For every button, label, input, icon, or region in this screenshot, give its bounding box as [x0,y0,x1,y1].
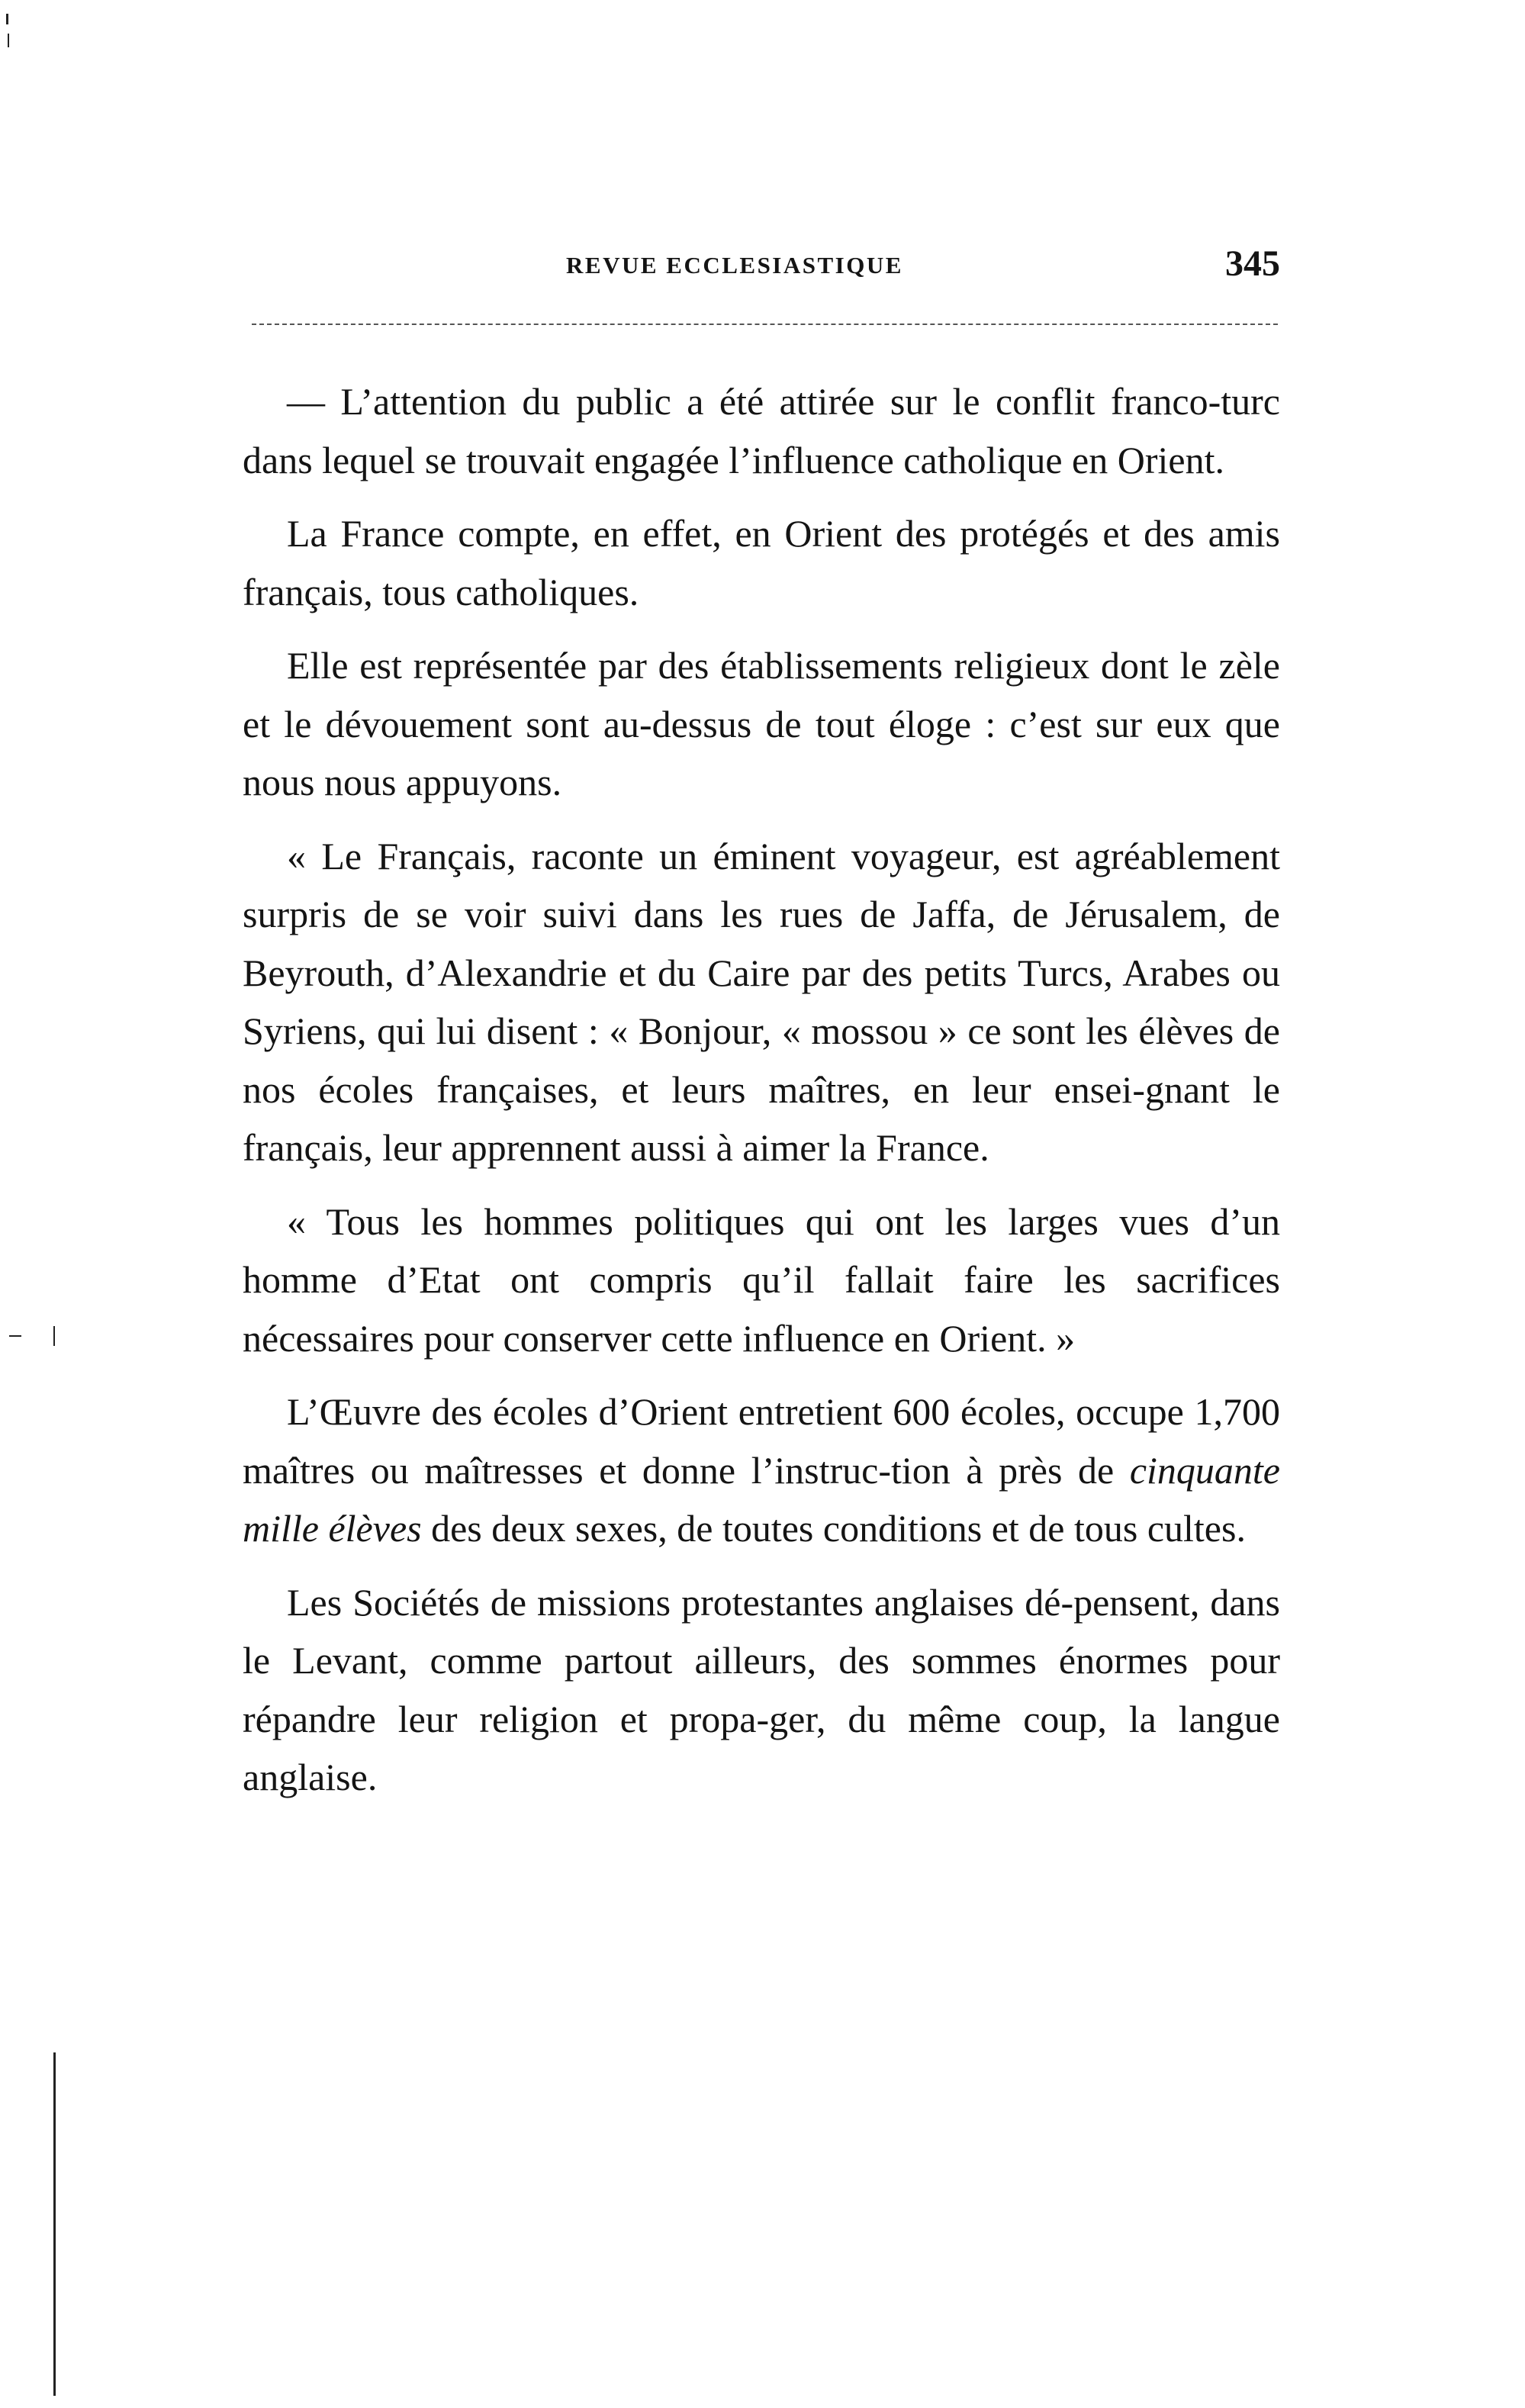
paragraph: Elle est représentée par des établissements religieux dont le zèle et le dévouement sont au-dessus de tout éloge : c’est sur eux que nous nous appuyons. [243,644,1280,803]
scan-mark [53,1326,55,1346]
paragraph: — L’attention du public a été attirée sur le conflit franco-turc dans lequel se trouvait engagée l’influence catholique en Orient. [243,380,1280,481]
body-text [243,372,1280,1822]
italic-phrase: cinquante mille élèves [243,1448,1280,1550]
running-title: REVUE ECCLESIASTIQUE [566,252,903,278]
paragraph-text: L’Œuvre des écoles d’Orient entretient 600 écoles, occupe 1,700 maîtres ou maîtresses et donne l’instruc-tion à près de [243,1390,1280,1492]
running-header [243,243,1280,288]
left-margin-scan-marks [0,0,69,2408]
paragraph-text: des deux sexes, de toutes conditions et de tous cultes. [421,1507,1246,1550]
paragraph: Les Sociétés de missions protestantes anglaises dé-pensent, dans le Levant, comme partout ailleurs, des sommes énormes pour répandre leur religion et propa-ger, du même coup, la langue anglaise. [243,1580,1280,1798]
scan-edge-line [53,2052,56,2396]
paragraph: « Tous les hommes politiques qui ont les larges vues d’un homme d’Etat ont compris qu’il fallait faire les sacrifices nécessaires pour conserver cette influence en Orient. » [243,1199,1280,1360]
header-rule [252,324,1278,325]
page-number: 345 [1225,243,1280,284]
scan-mark [8,34,9,47]
paragraph [243,1383,1280,1558]
scan-mark [6,14,8,24]
paragraph: « Le Français, raconte un éminent voyageur, est agréablement surpris de se voir suivi dans les rues de Jaffa, de Jérusalem, de Beyrouth, d’Alexandrie et du Caire par des petits Turcs, Arabes ou Syriens, qui lui disent : « Bonjour, « mossou » ce sont les élèves de nos écoles françaises, et leurs maîtres, en leur ensei-gnant le français, leur apprennent aussi à aimer la France. [243,834,1280,1169]
scan-mark [9,1335,21,1337]
paragraph: La France compte, en effet, en Orient des protégés et des amis français, tous catholiques. [243,512,1280,613]
